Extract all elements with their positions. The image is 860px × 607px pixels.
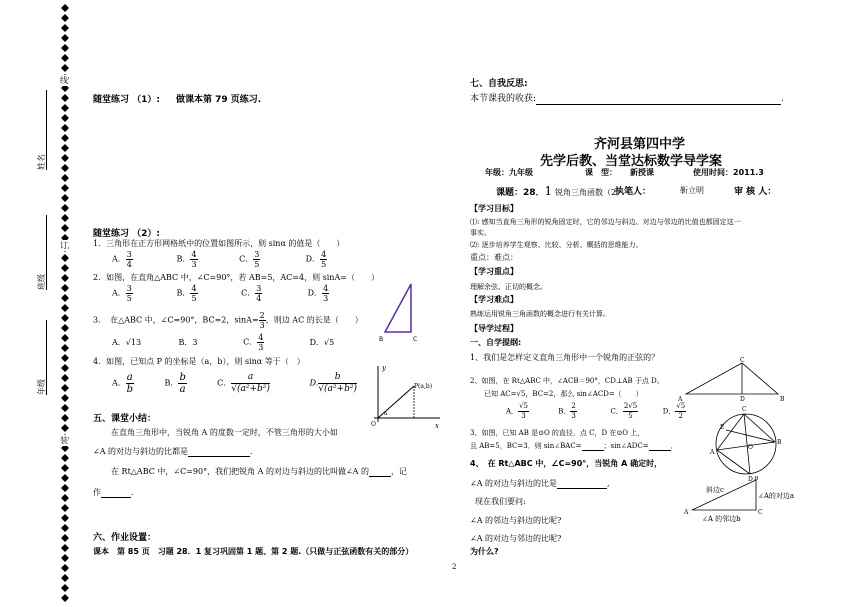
fig-q4-alpha: α: [384, 411, 388, 417]
fig-rq3-circle: [706, 402, 786, 482]
gutter-diamond: [61, 574, 69, 582]
gutter-diamond: [61, 94, 69, 102]
seal-char-xian: 线: [60, 76, 68, 85]
q1-opt-a-frac: $\frac{3}{4}$: [126, 250, 132, 269]
gutter-diamond: [61, 314, 69, 322]
author-label: 执笔人：: [615, 187, 652, 197]
gutter-diamond: [61, 54, 69, 62]
rq2-line-a: 2、如图，在 Rt△ABC 中，∠ACB＝90°，CD⊥AB 于点 D。: [470, 377, 664, 385]
gutter-diamond: [61, 144, 69, 152]
gutter-diamond: [61, 564, 69, 572]
goals-title: 【学习目标】: [470, 204, 518, 213]
gutter-diamond: [61, 194, 69, 202]
gutter-diamond: [61, 334, 69, 342]
gutter-diamond: [61, 174, 69, 182]
meta-grade: 年级：九年级: [485, 168, 533, 177]
gutter-diamond: [61, 414, 69, 422]
seal-char-zhuang: 装: [60, 436, 68, 445]
meta-type-label: 课 型：: [585, 168, 617, 177]
goal-1: ⑴: 感知当直角三角形的锐角固定时，它的邻边与斜边、对边与邻边的比值也都固定这一: [470, 218, 741, 226]
q1-opt-a-label: A．: [112, 254, 126, 264]
gutter-diamond: [61, 4, 69, 12]
rq4-line-f: 为什么?: [470, 547, 499, 556]
gutter-diamond: [61, 214, 69, 222]
homework-title: 六、作业设置：: [93, 533, 157, 543]
school-name: 齐河县第四中学: [594, 137, 686, 152]
fig-rq3-b: B: [777, 439, 782, 446]
gutter-diamond: [61, 254, 69, 262]
meta-type-value: 新授课: [630, 168, 654, 177]
gutter-diamond: [61, 164, 69, 172]
fig-rq2-c: C: [740, 357, 745, 364]
rq3-line-b: 且 AB=5，BC=3．则 sin∠BAC= ；sin∠ADC= ．: [470, 442, 678, 450]
gutter-diamond: [61, 484, 69, 492]
gutter-diamond: [61, 514, 69, 522]
rq3-line-a: 3、如图，已知 AB 是⊙O 的直径，点 C，D 在⊙O 上，: [470, 429, 645, 437]
gutter-diamonds: [58, 0, 72, 607]
gutter-diamond: [61, 504, 69, 512]
gutter-diamond: [61, 44, 69, 52]
gutter-diamond: [61, 104, 69, 112]
summary-line4: 作 .: [93, 488, 134, 497]
gutter-diamond: [61, 24, 69, 32]
q2-opt-b-frac: $\frac{4}{5}$: [191, 284, 197, 303]
gutter-diamond: [61, 64, 69, 72]
summary-line1: 在直角三角形中，当锐角 A 的度数一定时，不管三角形的大小如: [111, 428, 338, 437]
practice2-title: 随堂练习 （2）:: [93, 229, 160, 239]
gutter-diamond: [61, 124, 69, 132]
gutter-diamond: [61, 154, 69, 162]
q1-opt-c-frac: $\frac{3}{5}$: [254, 250, 260, 269]
q1-opt-b-label: B．: [176, 254, 191, 264]
summary-title: 五、课堂小结：: [93, 414, 157, 424]
q4-options: A． $\frac{a}{b}$ B． $\frac{b}{a}$ C． $\frac{a}{\text{√(a²+b²)}}$ D. $\frac{b}{\text{√(a²+b²)}}$: [112, 372, 357, 395]
fig-rq3-e: E: [720, 424, 725, 431]
q1-text: 1．三角形在正方形网格纸中的位置如图所示，则 sinα 的值是（ ）: [93, 239, 345, 248]
fig-rq2-triangle: [678, 357, 788, 402]
fig-rq4-b: B: [754, 476, 759, 482]
goals-key: 重点：难点：: [470, 253, 518, 262]
fig-q4-coordinate: [370, 362, 442, 430]
q3-opt-c: C． $\frac{4}{3}$: [243, 333, 264, 352]
page-subtitle: 先学后教、当堂达标数学导学案: [540, 154, 723, 169]
gutter-diamond: [61, 134, 69, 142]
fig-rq3-c: C: [742, 406, 747, 413]
gutter-diamond: [61, 324, 69, 332]
gutter-diamond: [61, 354, 69, 362]
rq4-line-e: ∠A 的对边与邻边的比呢?: [470, 534, 562, 543]
q1-opt-b-frac: $\frac{4}{3}$: [191, 250, 197, 269]
author-name: 靳立明: [680, 186, 704, 195]
reflection-title: 七、自我反思:: [470, 79, 528, 89]
rq4-line-d: ∠A 的邻边与斜边的比呢?: [470, 516, 562, 525]
fig-q4-y: y: [382, 364, 386, 372]
q2-options: A． $\frac{3}{5}$ B． $\frac{4}{5}$ C． $\frac{3}{4}$ D． $\frac{4}{3}$: [112, 284, 329, 303]
fig-rq3-d: D: [748, 476, 753, 482]
gutter-diamond: [61, 584, 69, 592]
grade-label: 年级: [37, 379, 46, 395]
difficulty-title: 【学习难点】: [470, 295, 518, 304]
rq2-line-b: 已知 AC=√5，BC=2，那么 sin∠ACD=（ ）: [484, 390, 643, 398]
rq4-line-b: ∠A 的对边与斜边的比是 ,: [470, 479, 610, 488]
class-label: 班级: [37, 274, 46, 290]
q3-opt-b: B．3: [178, 337, 198, 347]
fig-q2-triangle: [377, 278, 427, 343]
rq4-line-c: 现在我们要问:: [475, 497, 526, 506]
difficulty-text: 熟练运用锐角三角函数的概念进行有关计算。: [470, 310, 610, 318]
summary-line2: ∠A 的对边与斜边的比都是 .: [93, 447, 253, 456]
q1-opt-d-frac: $\frac{4}{5}$: [321, 250, 327, 269]
fig-q2-label-c: C: [413, 336, 418, 343]
gutter-diamond: [61, 424, 69, 432]
fig-rq2-a: A: [678, 396, 683, 402]
fig-q4-x: x: [435, 422, 439, 430]
fig-rq4-triangle: [684, 476, 802, 524]
topic-line: 课题：28．1 锐角三角函数（2）: [496, 184, 625, 198]
gutter-diamond: [61, 14, 69, 22]
gutter-diamond: [61, 594, 69, 602]
gutter-diamond: [61, 384, 69, 392]
gutter-diamond: [61, 464, 69, 472]
fig-rq4-hyp: 斜边c: [706, 486, 724, 494]
gutter-diamond: [61, 264, 69, 272]
q2-opt-c-frac: $\frac{3}{4}$: [256, 284, 262, 303]
fig-q4-p: P(a,b): [414, 383, 433, 390]
q2-opt-a-frac: $\frac{3}{5}$: [126, 284, 132, 303]
seal-char-ding: 订: [60, 241, 68, 250]
q2-text: 2．如图，在直角△ABC 中，∠C=90°，若 AB=5，AC=4，则 sinA=（ ）: [93, 273, 379, 282]
self-study-title: 一、自学提纲:: [470, 338, 522, 347]
q4-text: 4．如图，已知点 P 的坐标是（a，b），则 sinα 等于（ ）: [93, 357, 305, 366]
fig-rq4-a: A: [684, 509, 689, 516]
gutter-diamond: [61, 344, 69, 352]
gutter-diamond: [61, 184, 69, 192]
goal-2: ⑵: 逐步培养学生观察、比较、分析、概括的思维能力。: [470, 241, 643, 249]
process-title: 【导学过程】: [470, 324, 518, 333]
q1-options: [112, 250, 356, 269]
practice1-text: 做课本第 79 页练习.: [176, 95, 262, 105]
reflection-text: 本节课我的收获: .: [470, 94, 784, 104]
fig-rq4-c: C: [758, 509, 763, 516]
gutter-diamond: [61, 114, 69, 122]
gutter-diamond: [61, 544, 69, 552]
gutter-diamond: [61, 284, 69, 292]
q3-options: [112, 333, 360, 352]
q3-opt-d: D．√5: [309, 337, 335, 347]
goal-1b: 事实。: [470, 229, 491, 237]
focus-title: 【学习重点】: [470, 267, 518, 276]
q3-opt-a: A．√13: [112, 337, 142, 347]
gutter-diamond: [61, 204, 69, 212]
fig-rq3-a: A: [710, 449, 715, 456]
fig-rq3-o: O: [748, 444, 753, 451]
focus-text: 理解余弦、正切的概念。: [470, 283, 547, 291]
gutter-diamond: [61, 364, 69, 372]
homework-text: 课本 第 85 页 习题 28．1 复习巩固第 1 题、第 2 题.（只做与正弦函数有关的部分）: [93, 547, 414, 556]
gutter-diamond: [61, 294, 69, 302]
gutter-diamond: [61, 224, 69, 232]
gutter-diamond: [61, 524, 69, 532]
fig-rq4-adj: ∠A 的邻边b: [702, 515, 741, 523]
gutter-diamond: [61, 34, 69, 42]
name-label: 姓名: [37, 154, 46, 170]
gutter-diamond: [61, 304, 69, 312]
rq1: 1、我们是怎样定义直角三角形中一个锐角的正弦的？: [470, 353, 660, 362]
fig-rq2-d: D: [740, 396, 745, 402]
rq2-options: A． $\frac{√5}{3}$ B． $\frac{2}{3}$ C． $\frac{2√5}{5}$ D． $\frac{√5}{2}$: [506, 402, 686, 420]
gutter-diamond: [61, 474, 69, 482]
gutter-diamond: [61, 274, 69, 282]
gutter-diamond: [61, 394, 69, 402]
fig-rq2-b: B: [780, 396, 785, 402]
q2-opt-d-frac: $\frac{4}{3}$: [323, 284, 329, 303]
gutter-diamond: [61, 374, 69, 382]
fig-rq4-opp: ∠A的对边a: [758, 492, 795, 500]
q1-opt-d-label: D．: [305, 254, 321, 264]
gutter-diamond: [61, 494, 69, 502]
page-number: 2: [452, 563, 457, 571]
gutter-diamond: [61, 404, 69, 412]
fig-q4-o: O: [371, 421, 376, 428]
gutter-diamond: [61, 554, 69, 562]
q3-text: 3． 在△ABC 中，∠C=90°，BC=2，sinA= $\frac{2}{3}$ ，则边 AC 的长是（ ）: [93, 311, 363, 330]
gutter-diamond: [61, 454, 69, 462]
gutter-diamond: [61, 534, 69, 542]
rq4-line-a: 4、 在 Rt△ABC 中，∠C=90°，当锐角 A 确定时，: [470, 459, 663, 468]
q1-opt-c-label: C．: [239, 254, 254, 264]
reviewer-label: 审 核 人：: [734, 187, 777, 197]
meta-date: 使用时间：2011.3: [693, 168, 764, 177]
practice1-title: 随堂练习 （1）:: [93, 95, 160, 105]
fig-q2-label-b: B: [379, 336, 384, 343]
summary-line3: 在 Rt△ABC 中，∠C=90°，我们把锐角 A 的对边与斜边的比叫做∠A 的 ，记: [111, 467, 407, 476]
